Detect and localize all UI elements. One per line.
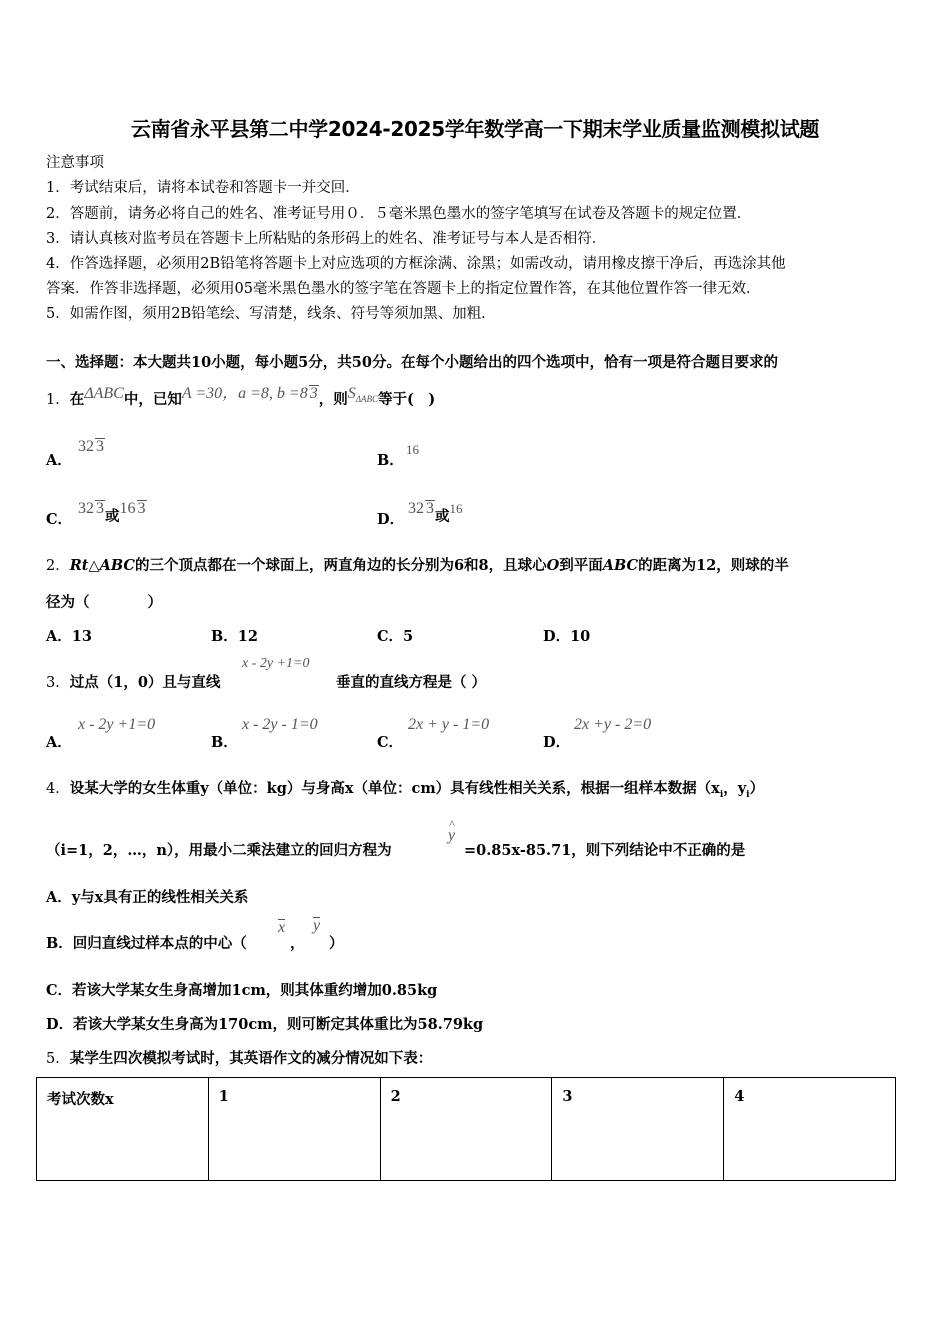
table-cell: 3 [552, 1078, 724, 1181]
page-title: 云南省永平县第二中学2024-2025学年数学高一下期末学业质量监测模拟试题 [130, 117, 820, 141]
option-a[interactable]: A． [46, 734, 72, 751]
option-a[interactable]: A． [46, 452, 72, 469]
question-4-equation: =0.85x-85.71，则下列结论中不正确的是 [464, 842, 746, 859]
notes-heading: 注意事项 [46, 155, 104, 171]
table-cell: 4 [724, 1078, 896, 1181]
question-4-line2: （i=1，2，…，n），用最小二乘法建立的回归方程为 [46, 842, 392, 859]
question-1 [46, 386, 435, 410]
option-a-value: 32 3 [78, 438, 104, 455]
option-a[interactable]: A．y与x具有正的线性相关关系 [46, 889, 249, 906]
question-number: 5． [46, 1051, 70, 1067]
math-triangle: ΔABC [84, 385, 124, 402]
option-b[interactable]: B． [211, 734, 238, 751]
math-given: A =30，a =8, b =8 3 [181, 385, 318, 402]
math-area: $S_{\Delta ABC}$ [347, 385, 379, 405]
option-c-value: 2x + y - 1=0 [408, 716, 490, 733]
option-d[interactable]: D． [543, 734, 571, 751]
math-x-bar: x [278, 919, 286, 936]
table-cell: 考试次数x [37, 1078, 209, 1181]
option-c[interactable]: C． [377, 734, 404, 751]
table-cell: 2 [380, 1078, 552, 1181]
score-table [36, 1077, 896, 1181]
section-heading: 一、选择题：本大题共10小题，每小题5分，共50分。在每个小题给出的四个选项中，恰有一项是符合题目要求的 [46, 354, 778, 371]
question-4: 4．设某大学的女生体重y（单位：kg）与身高x（单位：cm）具有线性相关关系，根据一组样本数据（$x_i$，$y_i$） [46, 780, 765, 800]
option-d[interactable]: D． [377, 511, 405, 528]
table-cell: 1 [208, 1078, 380, 1181]
text: ，则 [318, 391, 348, 408]
math-y-hat: ^ y [448, 817, 456, 844]
note-item: 答案．作答非选择题，必须用05毫米黑色墨水的签字笔在答题卡上的指定位置作答，在其他位置作答一律无效． [46, 281, 761, 297]
option-b-value: x - 2y - 1=0 [242, 716, 318, 733]
text: 等于( ) [378, 391, 436, 408]
option-b[interactable]: B．回归直线过样本点的中心（ [46, 935, 247, 952]
text: 中，已知 [123, 391, 182, 408]
note-item: 4．作答选择题，必须用2B铅笔将答题卡上对应选项的方框涂满、涂黑；如需改动，请用橡皮擦干净后，再选涂其他 [46, 256, 786, 272]
option-b[interactable]: B．12 [211, 628, 258, 645]
question-5: 5．某学生四次模拟考试时，其英语作文的减分情况如下表： [46, 1050, 433, 1067]
question-number: 4． [46, 781, 70, 797]
question-3-tail: 垂直的直线方程是（ ） [336, 674, 487, 691]
question-number: 1． [46, 392, 70, 408]
option-b[interactable]: B． [377, 452, 404, 469]
math-line-equation: x - 2y +1=0 [242, 656, 310, 671]
option-d[interactable]: D．若该大学某女生身高为170cm，则可断定其体重比为58.79kg [46, 1016, 484, 1033]
text: ， [290, 935, 305, 952]
option-c[interactable]: C．5 [377, 628, 414, 645]
question-2-line2: 径为（ ） [46, 594, 162, 611]
option-c[interactable]: C． [46, 511, 73, 528]
text: ） [329, 935, 344, 952]
option-c-value: 32 3或16 3 [78, 500, 146, 525]
note-item: 5．如需作图，须用2B铅笔绘、写清楚，线条、符号等须加黑、加粗． [46, 306, 496, 322]
option-a-value: x - 2y +1=0 [78, 716, 156, 733]
question-number: 3． [46, 675, 70, 691]
note-item: 1．考试结束后，请将本试卷和答题卡一并交回． [46, 180, 360, 196]
note-item: 2．答题前，请务必将自己的姓名、准考证号用０．５毫米黑色墨水的签字笔填写在试卷及答题卡的规定位置． [46, 206, 752, 222]
question-number: 2． [46, 558, 70, 574]
text: 在 [69, 391, 85, 408]
option-b-value: 16 [406, 442, 419, 457]
math-y-bar: y [313, 917, 321, 934]
table-row [37, 1078, 896, 1181]
option-d-value: 2x +y - 2=0 [574, 716, 652, 733]
question-2: 2．Rt△ABC的三个顶点都在一个球面上，两直角边的长分别为6和8，且球心O到平面ABC的距离为12，则球的半 [46, 557, 789, 574]
note-item: 3．请认真核对监考员在答题卡上所粘贴的条形码上的姓名、准考证号与本人是否相符． [46, 231, 607, 247]
option-a[interactable]: A．13 [46, 628, 92, 645]
option-d[interactable]: D．10 [543, 628, 591, 645]
question-3: 3．过点（1，0）且与直线 [46, 674, 221, 691]
option-c[interactable]: C．若该大学某女生身高增加1cm，则其体重约增加0.85kg [46, 982, 438, 999]
option-d-value: 32 3或16 [408, 500, 463, 525]
